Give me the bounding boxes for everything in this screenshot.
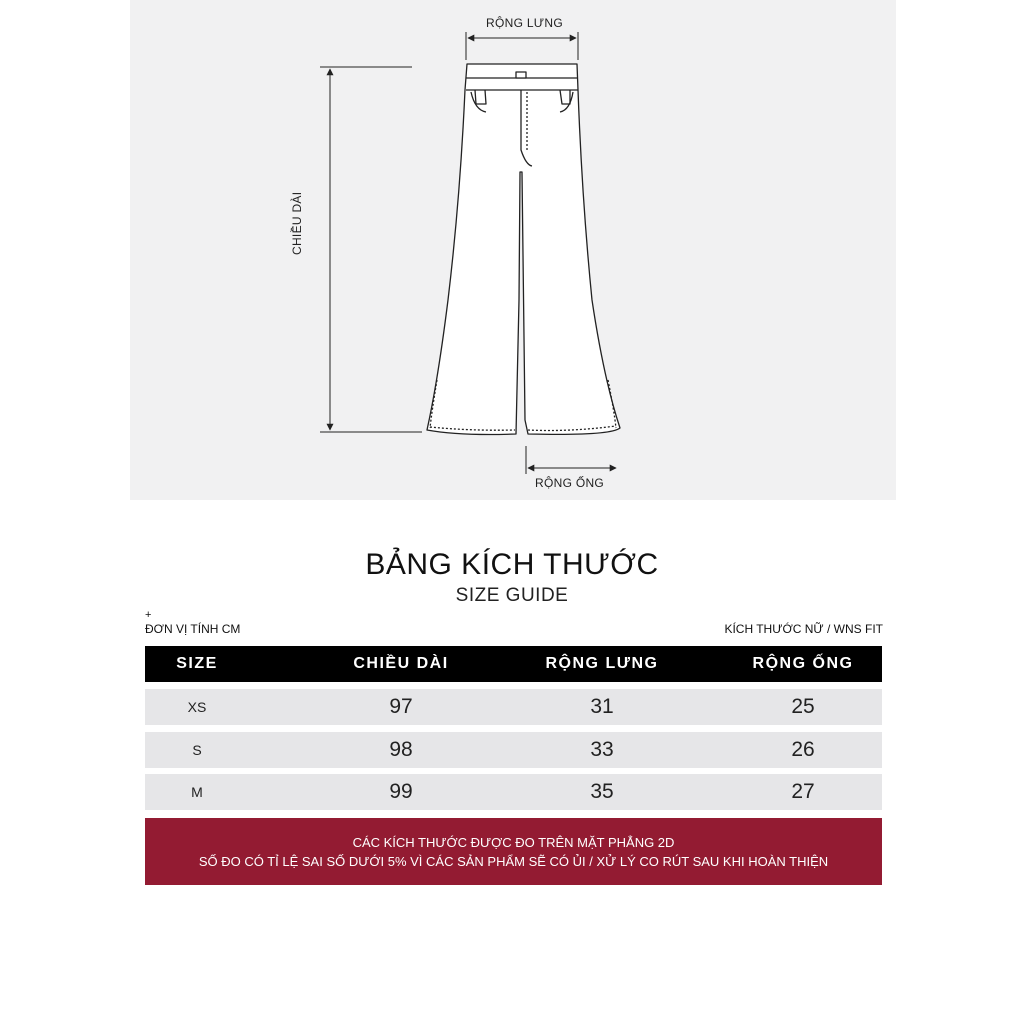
waist-dimension [466, 32, 578, 60]
table-row [145, 732, 882, 768]
waist-cell: 31 [590, 695, 614, 718]
column-header-length: CHIỀU DÀI [353, 655, 449, 672]
waist-cell: 35 [590, 780, 614, 803]
table-row [145, 689, 882, 725]
plus-icon: + [145, 609, 152, 621]
length-cell: 97 [389, 695, 413, 718]
hem-cell: 25 [791, 695, 815, 718]
disclaimer-line-2: SỐ ĐO CÓ TỈ LỆ SAI SỐ DƯỚI 5% VÌ CÁC SẢN PHẨM SẼ CÓ ỦI / XỬ LÝ CO RÚT SAU KHI HOÀN THIỆN [198, 854, 829, 869]
flare-jeans-icon [427, 64, 620, 435]
length-cell: 98 [389, 738, 413, 761]
measurement-disclaimer [145, 818, 882, 885]
page-title: BẢNG KÍCH THƯỚC [365, 548, 659, 581]
hem-cell: 26 [791, 738, 815, 761]
column-header-hem: RỘNG ỐNG [752, 655, 854, 672]
length-cell: 99 [389, 780, 413, 803]
waist-cell: 33 [590, 738, 614, 761]
measurement-diagram [130, 0, 896, 500]
table-header [145, 646, 882, 682]
waist-label: RỘNG LƯNG [486, 16, 563, 30]
page-subtitle: SIZE GUIDE [455, 585, 569, 606]
fit-note: KÍCH THƯỚC NỮ / WNS FIT [724, 622, 883, 636]
column-header-waist: RỘNG LƯNG [545, 655, 659, 672]
table-row [145, 774, 882, 810]
length-label: CHIỀU DÀI [290, 191, 304, 255]
hem-dimension [526, 446, 616, 474]
jeans-diagram-svg [130, 0, 896, 500]
column-header-size: SIZE [176, 655, 218, 672]
size-cell: XS [187, 699, 207, 715]
size-cell: M [191, 784, 203, 800]
hem-cell: 27 [791, 780, 815, 803]
unit-note: ĐƠN VỊ TÍNH CM [145, 622, 241, 636]
length-dimension [320, 67, 422, 432]
disclaimer-line-1: CÁC KÍCH THƯỚC ĐƯỢC ĐO TRÊN MẶT PHẲNG 2D [352, 835, 675, 850]
hem-label: RỘNG ỐNG [535, 476, 605, 490]
size-cell: S [192, 742, 202, 758]
